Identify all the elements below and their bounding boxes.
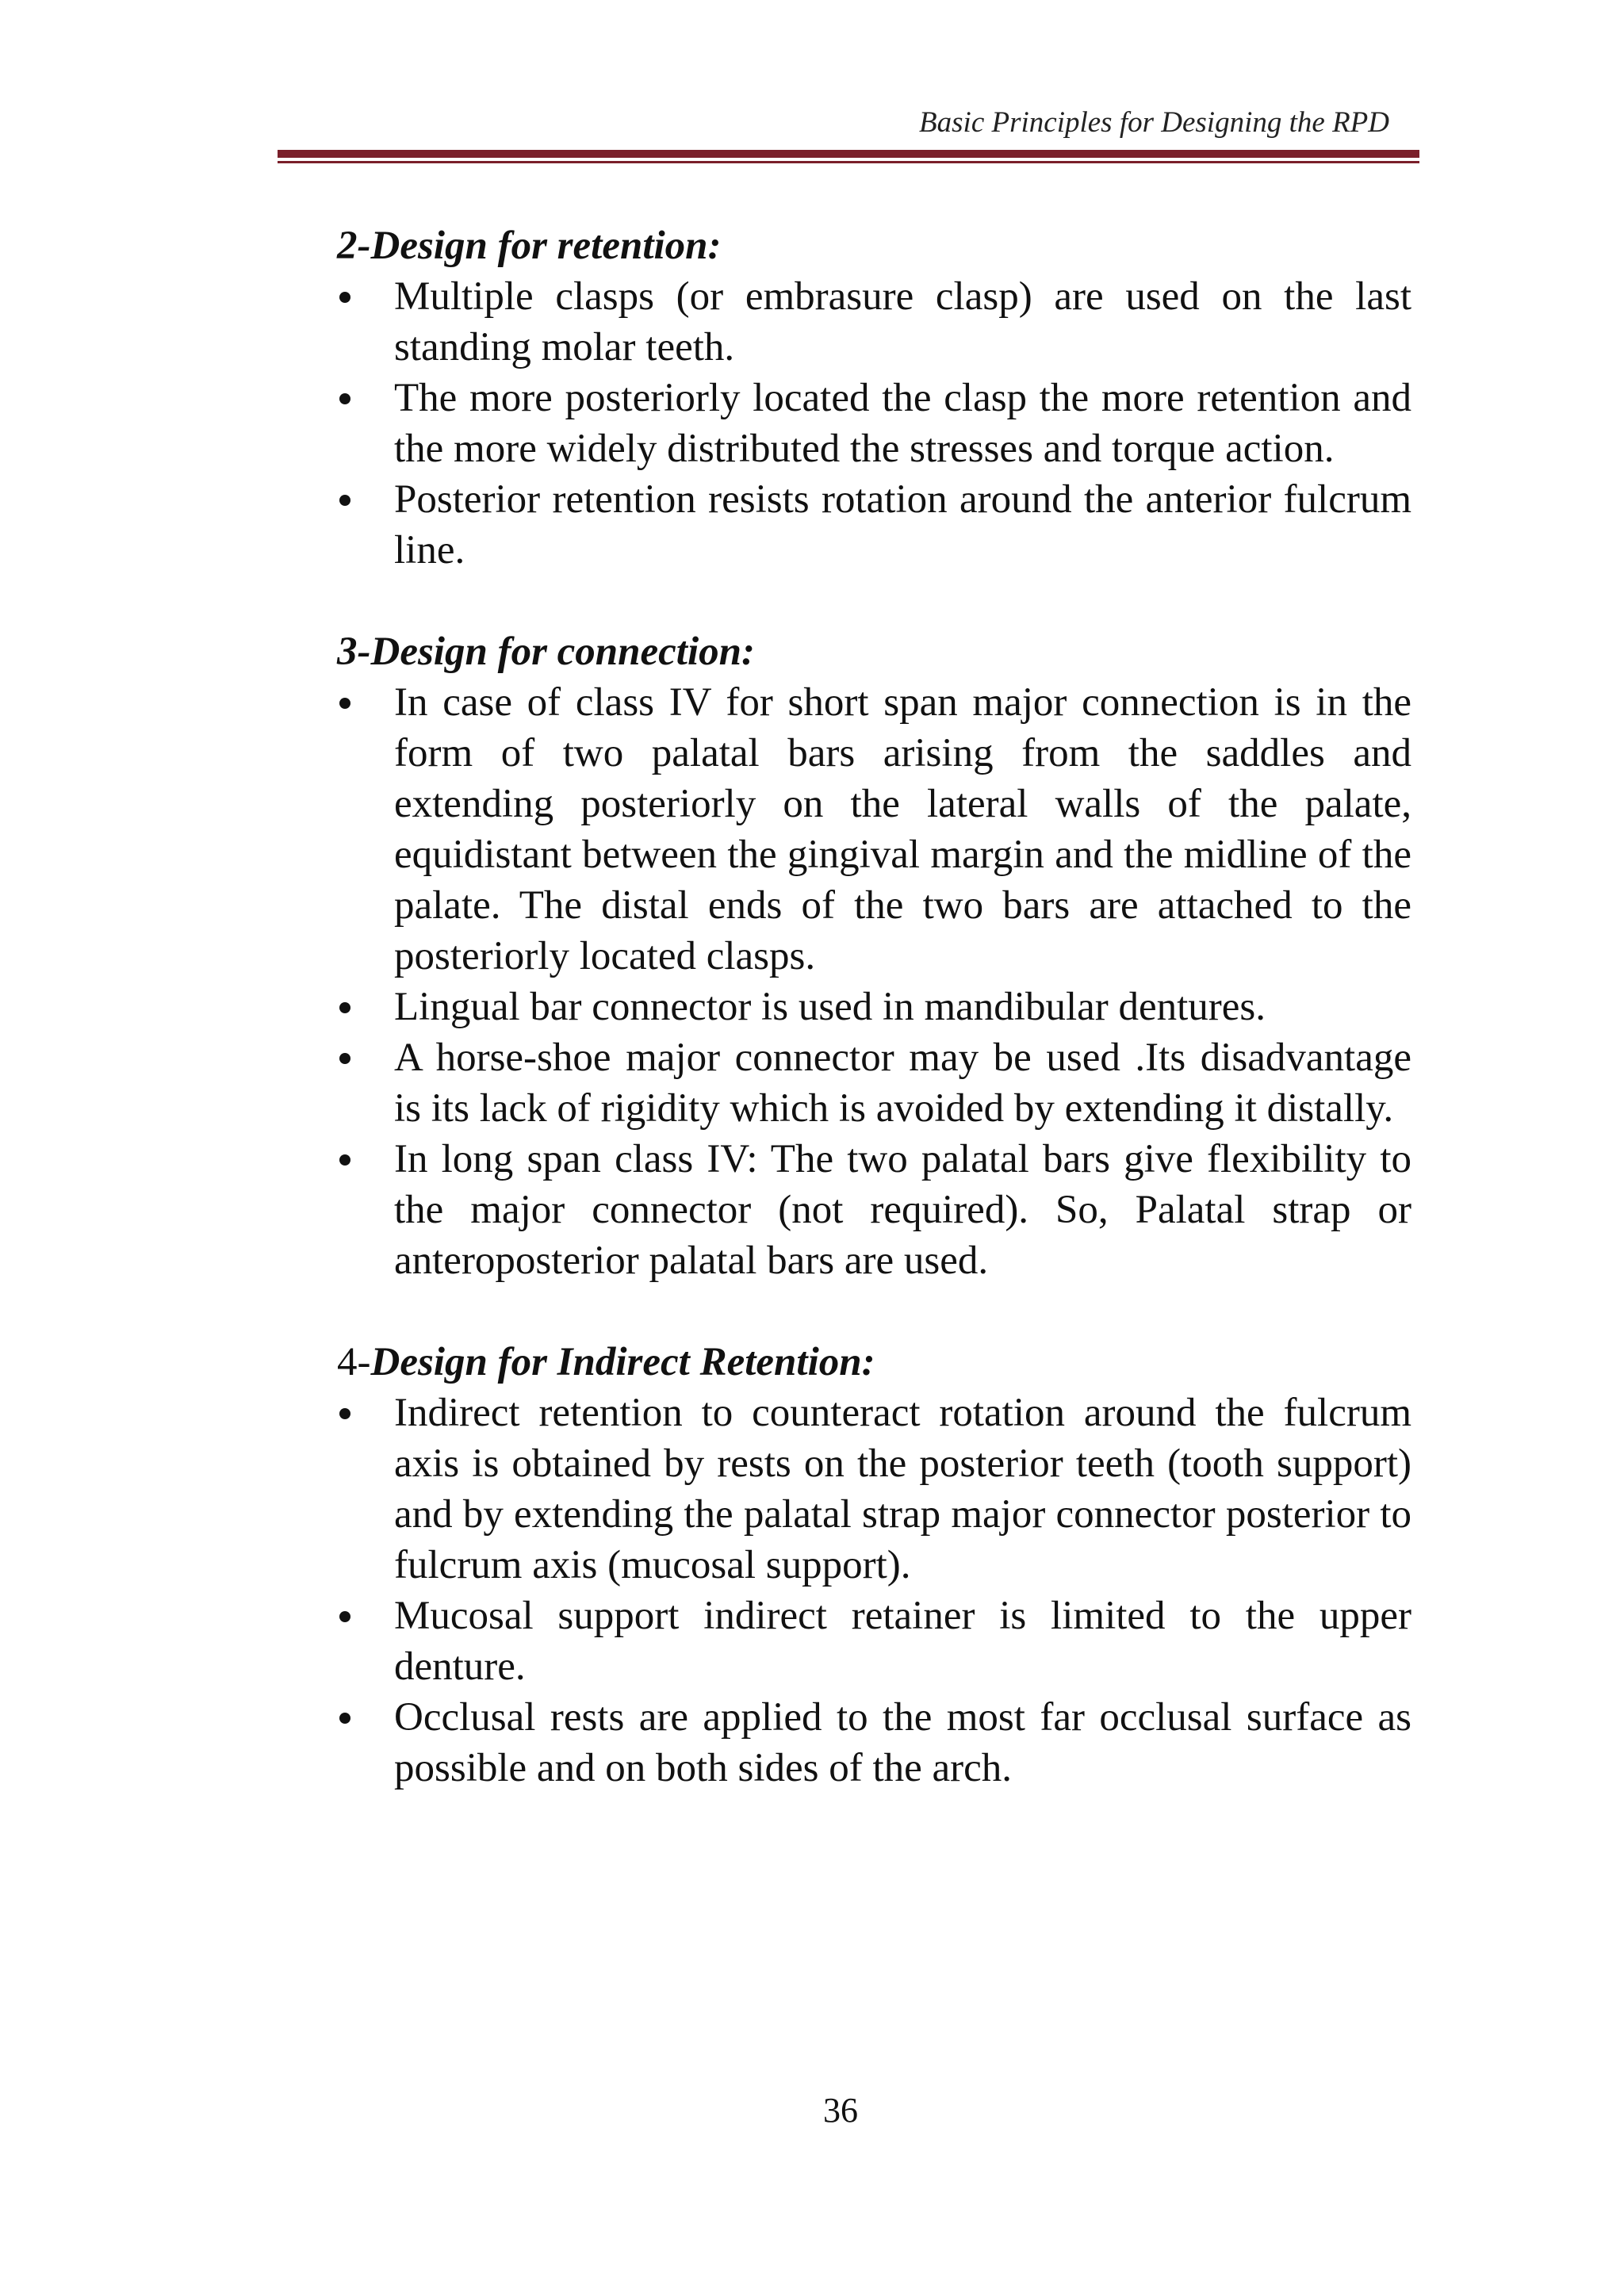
section-title: Design for connection: [370,630,755,674]
list-item [337,1692,1411,1793]
running-header: Basic Principles for Designing the RPD [919,106,1389,139]
list-item [337,1134,1411,1286]
list-item-text: Lingual bar connector is used in mandibular dentures. [394,985,1266,1029]
bullet-dot-icon [339,495,350,506]
list-item-text: In case of class IV for short span major connection is in the form of two palatal bars arising from the saddles and extending posteriorly on the lateral walls of the palate, equidistant between the gingival margin and the midline of the palate. The distal ends of the two bars are attached to the posteriorly located clasps. [394,680,1411,978]
bullet-dot-icon [339,1154,350,1166]
page-number: 36 [823,2091,858,2130]
section-connection [337,626,1411,1286]
section-indirect-retention [337,1337,1411,1793]
list-item-text: Indirect retention to counteract rotation around the fulcrum axis is obtained by rests on the posterior teeth (tooth support) and by extending the palatal strap major connector posterior to fulcrum axis (mucosal support). [394,1391,1411,1587]
bullet-dot-icon [339,698,350,709]
bullet-dot-icon [339,1713,350,1724]
list-item [337,1591,1411,1692]
section-number: 2- [337,224,371,268]
section-heading [337,220,1411,271]
section-number: 4- [337,1340,371,1384]
list-item-text: Posterior retention resists rotation around the anterior fulcrum line. [394,477,1411,572]
bullet-list [337,677,1411,1286]
section-title: Design for retention: [370,224,722,268]
list-item-text: Multiple clasps (or embrasure clasp) are used on the last standing molar teeth. [394,274,1411,369]
bullet-dot-icon [339,292,350,303]
section-number: 3- [337,630,371,674]
list-item [337,1032,1411,1134]
list-item-text: The more posteriorly located the clasp the more retention and the more widely distributed the stresses and torque action. [394,376,1411,471]
bullet-dot-icon [339,1611,350,1622]
section-heading [337,1337,1411,1388]
list-item-text: Occlusal rests are applied to the most far occlusal surface as possible and on both sides of the arch. [394,1695,1411,1790]
header-rule-thick [278,150,1419,158]
list-item [337,373,1411,474]
list-item-text: In long span class IV: The two palatal bars give flexibility to the major connector (not required). So, Palatal strap or anteroposterior palatal bars are used. [394,1137,1411,1283]
list-item [337,1388,1411,1591]
bullet-list [337,271,1411,576]
section-retention [337,220,1411,576]
bullet-dot-icon [339,1053,350,1064]
bullet-dot-icon [339,1002,350,1013]
bullet-dot-icon [339,393,350,404]
list-item-text: Mucosal support indirect retainer is limited to the upper denture. [394,1594,1411,1689]
section-heading [337,626,1411,677]
bullet-list [337,1388,1411,1793]
bullet-dot-icon [339,1408,350,1419]
list-item [337,677,1411,982]
list-item [337,474,1411,576]
section-title: Design for Indirect Retention: [370,1340,875,1384]
list-item [337,271,1411,373]
list-item [337,982,1411,1032]
page-body [337,220,1411,1844]
list-item-text: A horse-shoe major connector may be used .Its disadvantage is its lack of rigidity which is avoided by extending it distally. [394,1035,1411,1131]
header-rule-thin [278,161,1419,163]
